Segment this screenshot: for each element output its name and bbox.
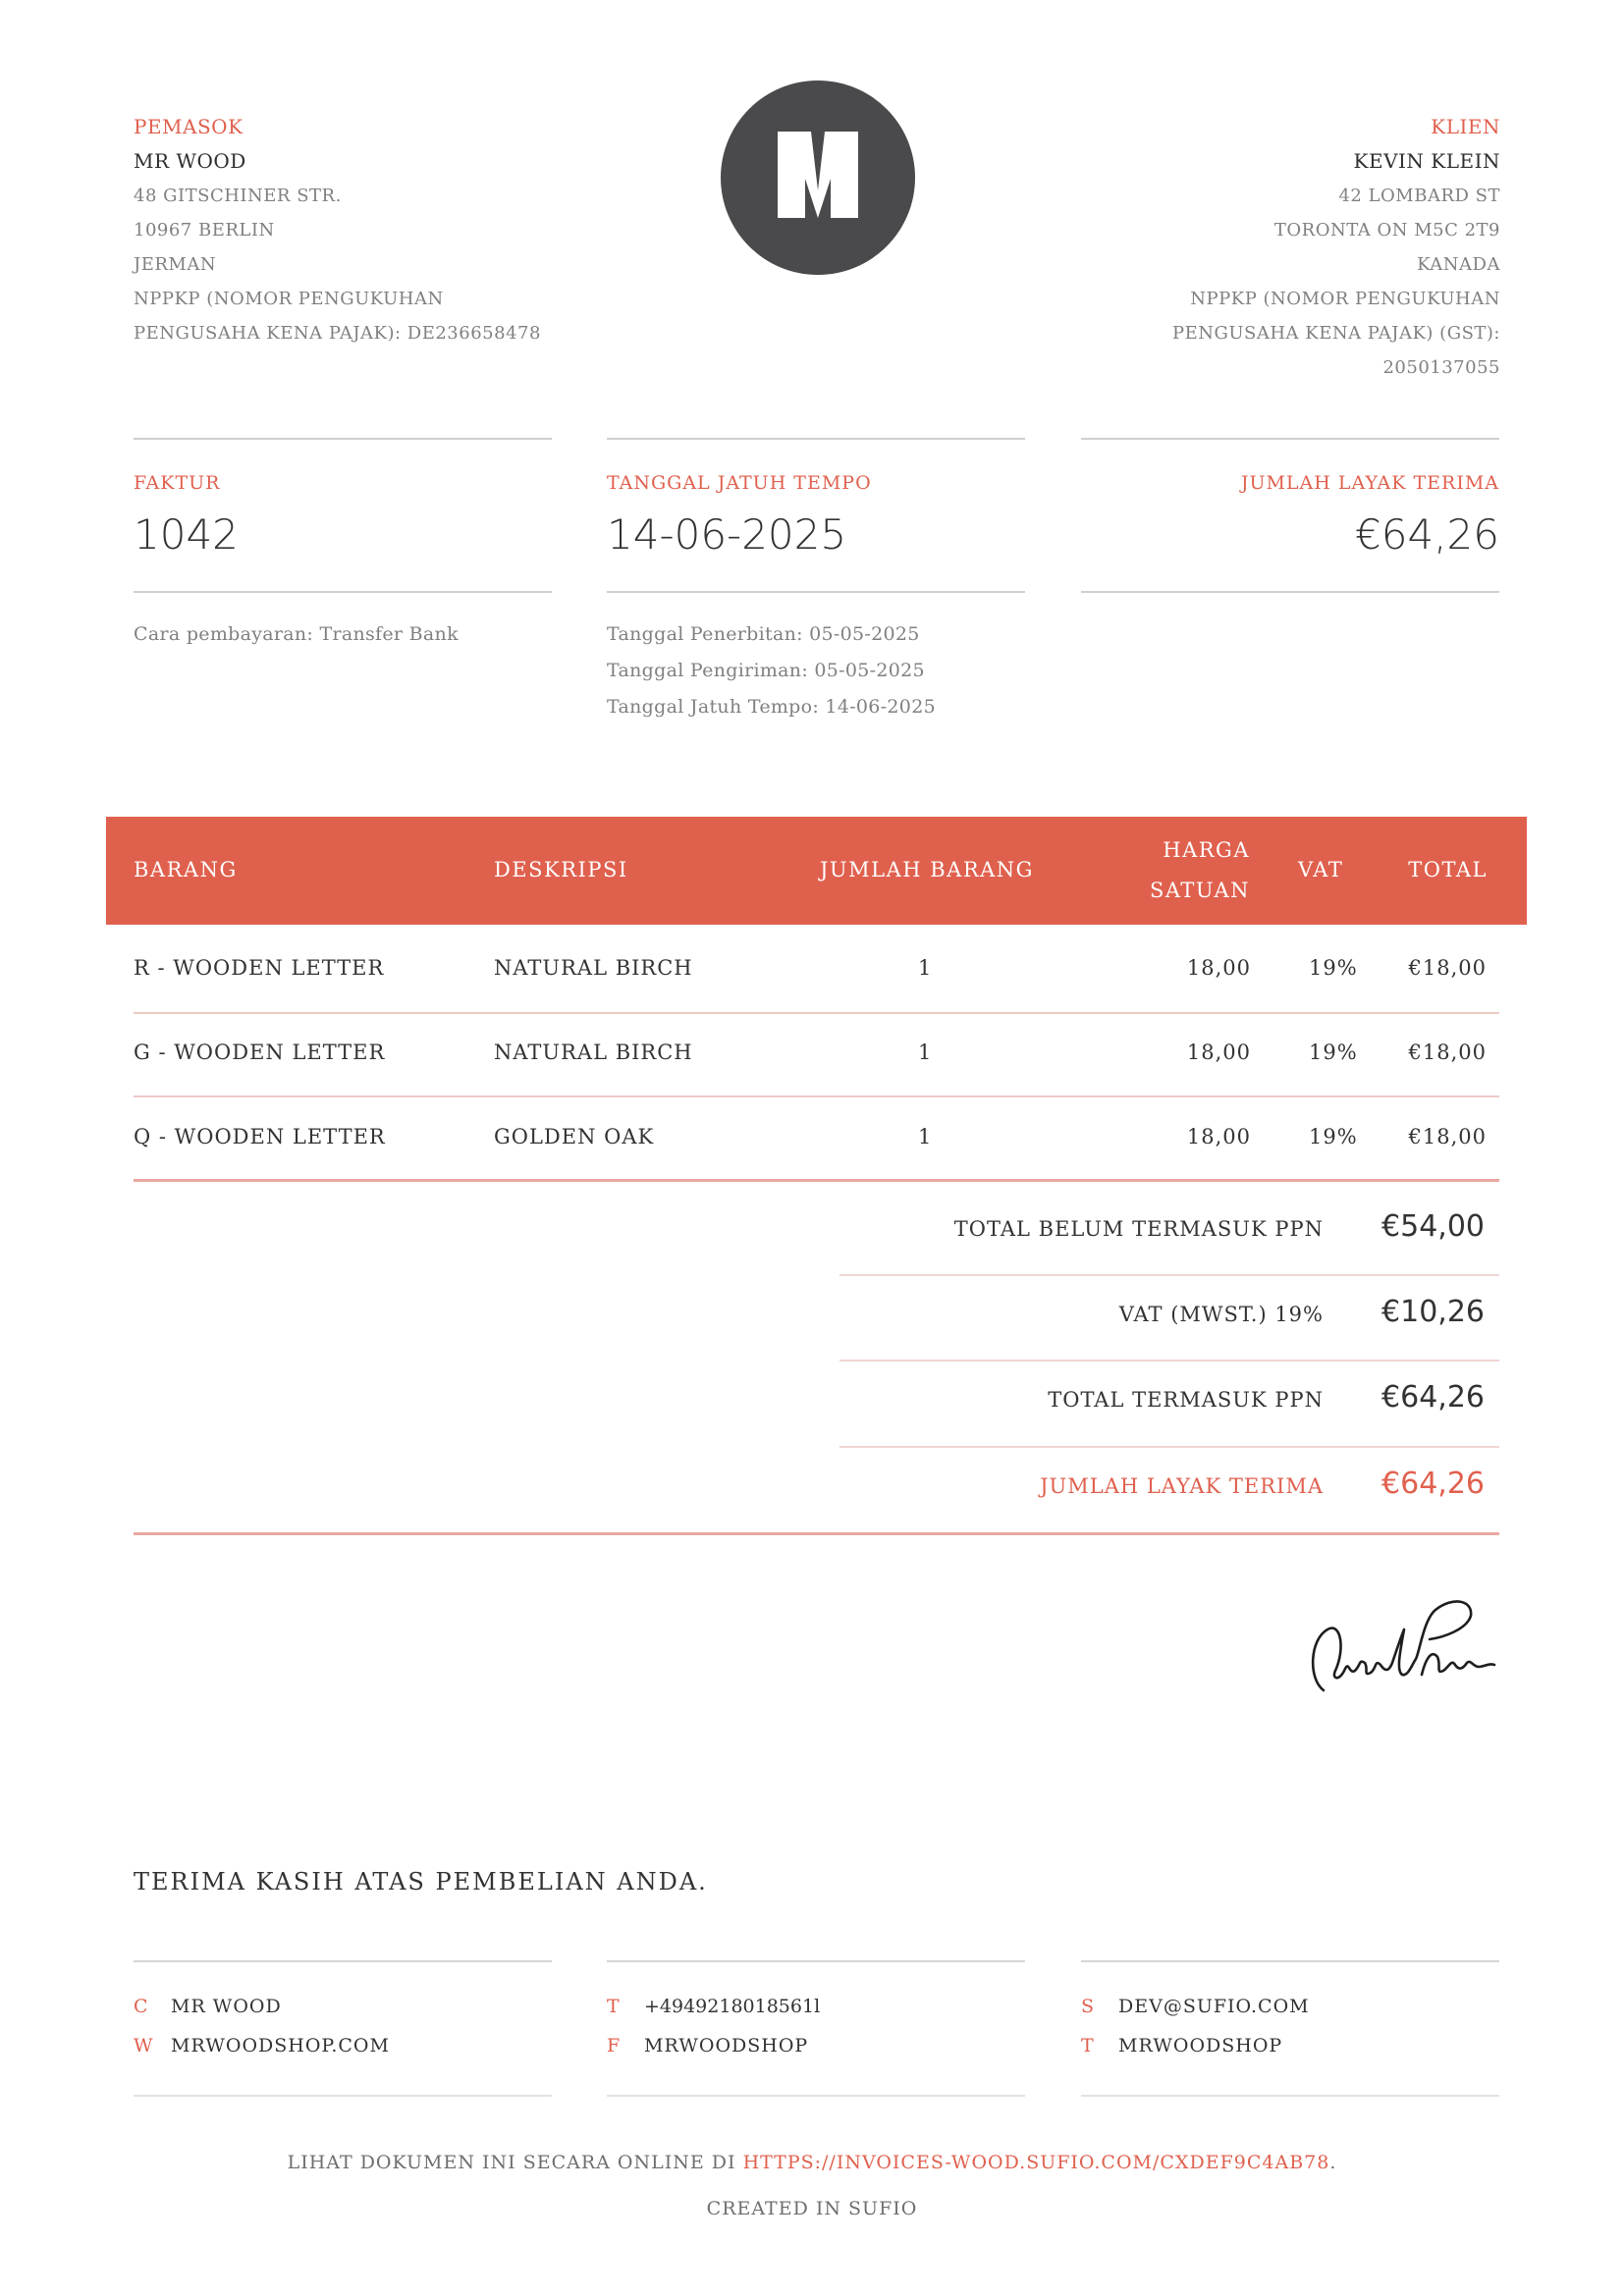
supplier-label: PEMASOK bbox=[134, 115, 244, 138]
contact-key: T bbox=[607, 1996, 620, 2017]
row-divider bbox=[134, 1012, 1499, 1014]
vat-label: VAT (MWST.) 19% bbox=[1118, 1303, 1324, 1326]
divider bbox=[134, 1960, 552, 1962]
divider bbox=[607, 2095, 1025, 2097]
signature-icon bbox=[1306, 1580, 1502, 1708]
client-tax-line: NPPKP (NOMOR PENGUKUHAN bbox=[1190, 289, 1500, 309]
due-date-label: TANGGAL JATUH TEMPO bbox=[607, 472, 872, 494]
col-description: DESKRIPSI bbox=[494, 858, 628, 881]
payment-method: Cara pembayaran: Transfer Bank bbox=[134, 623, 459, 645]
divider bbox=[607, 438, 1025, 440]
client-tax-number: 2050137055 bbox=[1382, 357, 1500, 378]
divider bbox=[134, 438, 552, 440]
client-address-line: 42 LOMBARD ST bbox=[1338, 186, 1500, 206]
signature bbox=[1306, 1580, 1502, 1708]
row-divider bbox=[134, 1095, 1499, 1097]
client-name: KEVIN KLEIN bbox=[1353, 149, 1500, 173]
vat-value: €10,26 bbox=[1381, 1295, 1485, 1329]
table-bottom-rule bbox=[134, 1179, 1499, 1182]
divider bbox=[1081, 2095, 1499, 2097]
client-address-line: KANADA bbox=[1417, 254, 1500, 275]
row-2-vat: 19% bbox=[1309, 1041, 1358, 1064]
company-logo bbox=[721, 80, 915, 275]
row-1-total: €18,00 bbox=[1408, 956, 1487, 980]
contact-key: T bbox=[1081, 2035, 1094, 2056]
row-2-total: €18,00 bbox=[1408, 1041, 1487, 1064]
divider bbox=[1081, 438, 1499, 440]
supplier-address-line: JERMAN bbox=[134, 254, 217, 275]
divider bbox=[134, 2095, 552, 2097]
row-2-item: G - WOODEN LETTER bbox=[134, 1041, 386, 1064]
divider bbox=[1081, 1960, 1499, 1962]
row-2-unit-price: 18,00 bbox=[1186, 1041, 1251, 1064]
row-3-unit-price: 18,00 bbox=[1186, 1125, 1251, 1148]
amount-due-label: JUMLAH LAYAK TERIMA bbox=[1240, 472, 1499, 494]
row-1-qty: 1 bbox=[918, 956, 933, 980]
supplier-address-line: 10967 BERLIN bbox=[134, 220, 275, 240]
row-1-item: R - WOODEN LETTER bbox=[134, 956, 385, 980]
supplier-tax-line: PENGUSAHA KENA PAJAK): DE236658478 bbox=[134, 323, 541, 344]
contact-key: W bbox=[134, 2035, 153, 2056]
client-block bbox=[1088, 110, 1500, 385]
amount-due-total-label: JUMLAH LAYAK TERIMA bbox=[1040, 1474, 1324, 1498]
divider bbox=[1081, 591, 1499, 593]
col-total: TOTAL bbox=[1408, 858, 1488, 881]
created-in: CREATED IN SUFIO bbox=[706, 2198, 918, 2219]
totals-divider bbox=[839, 1274, 1499, 1276]
contact-facebook: MRWOODSHOP bbox=[644, 2035, 809, 2056]
row-3-item: Q - WOODEN LETTER bbox=[134, 1125, 386, 1148]
contact-email[interactable]: DEV@SUFIO.COM bbox=[1118, 1996, 1310, 2017]
delivery-date: Tanggal Pengiriman: 05-05-2025 bbox=[607, 660, 925, 681]
totals-bottom-rule bbox=[134, 1532, 1499, 1535]
row-1-vat: 19% bbox=[1309, 956, 1358, 980]
row-2-description: NATURAL BIRCH bbox=[494, 1041, 693, 1064]
due-date: Tanggal Jatuh Tempo: 14-06-2025 bbox=[607, 696, 936, 718]
client-address-line: TORONTA ON M5C 2T9 bbox=[1273, 220, 1500, 240]
row-1-description: NATURAL BIRCH bbox=[494, 956, 693, 980]
col-vat: VAT bbox=[1298, 858, 1344, 881]
contact-company: MR WOOD bbox=[171, 1996, 282, 2017]
row-3-vat: 19% bbox=[1309, 1125, 1358, 1148]
col-unit-price-line1: HARGA bbox=[1163, 838, 1250, 862]
supplier-address-line: 48 GITSCHINER STR. bbox=[134, 186, 342, 206]
contact-twitter: MRWOODSHOP bbox=[1118, 2035, 1283, 2056]
contact-key: S bbox=[1081, 1996, 1095, 2017]
row-1-unit-price: 18,00 bbox=[1186, 956, 1251, 980]
online-view-dot: . bbox=[1329, 2152, 1337, 2173]
row-3-qty: 1 bbox=[918, 1125, 933, 1148]
divider bbox=[134, 591, 552, 593]
totals-divider bbox=[839, 1446, 1499, 1448]
contact-phone: +4949218018561l bbox=[644, 1996, 821, 2017]
col-unit-price bbox=[1150, 830, 1250, 911]
subtotal-value: €54,00 bbox=[1381, 1209, 1485, 1244]
client-label: KLIEN bbox=[1431, 115, 1500, 138]
dates-block bbox=[607, 616, 936, 725]
col-item: BARANG bbox=[134, 858, 238, 881]
amount-due-total-value: €64,26 bbox=[1381, 1467, 1485, 1501]
issue-date: Tanggal Penerbitan: 05-05-2025 bbox=[607, 623, 920, 645]
amount-due-value: €64,26 bbox=[1355, 510, 1499, 559]
supplier-block bbox=[134, 110, 605, 350]
thank-you-message: TERIMA KASIH ATAS PEMBELIAN ANDA. bbox=[134, 1868, 708, 1896]
online-view-line bbox=[0, 2152, 1624, 2173]
row-3-description: GOLDEN OAK bbox=[494, 1125, 655, 1148]
client-tax-line: PENGUSAHA KENA PAJAK) (GST): bbox=[1171, 323, 1500, 344]
table-header bbox=[106, 817, 1527, 925]
total-incl-label: TOTAL TERMASUK PPN bbox=[1048, 1388, 1324, 1412]
invoice-number: 1042 bbox=[134, 510, 239, 559]
subtotal-label: TOTAL BELUM TERMASUK PPN bbox=[953, 1217, 1324, 1241]
invoice-label: FAKTUR bbox=[134, 472, 221, 494]
m-logo-icon bbox=[721, 80, 915, 275]
contact-key: C bbox=[134, 1996, 148, 2017]
contact-website[interactable]: MRWOODSHOP.COM bbox=[171, 2035, 390, 2056]
online-view-text: LIHAT DOKUMEN INI SECARA ONLINE DI bbox=[287, 2152, 736, 2173]
due-date-value: 14-06-2025 bbox=[607, 510, 847, 559]
supplier-tax-line: NPPKP (NOMOR PENGUKUHAN bbox=[134, 289, 444, 309]
row-2-qty: 1 bbox=[918, 1041, 933, 1064]
supplier-name: MR WOOD bbox=[134, 149, 246, 173]
divider bbox=[607, 591, 1025, 593]
total-incl-value: €64,26 bbox=[1381, 1380, 1485, 1415]
col-unit-price-line2: SATUAN bbox=[1149, 879, 1250, 902]
online-view-link[interactable]: HTTPS://INVOICES-WOOD.SUFIO.COM/CXDEF9C4AB78 bbox=[742, 2152, 1330, 2173]
contact-key: F bbox=[607, 2035, 621, 2056]
divider bbox=[607, 1960, 1025, 1962]
col-qty: JUMLAH BARANG bbox=[820, 858, 1034, 881]
row-3-total: €18,00 bbox=[1408, 1125, 1487, 1148]
totals-divider bbox=[839, 1360, 1499, 1362]
